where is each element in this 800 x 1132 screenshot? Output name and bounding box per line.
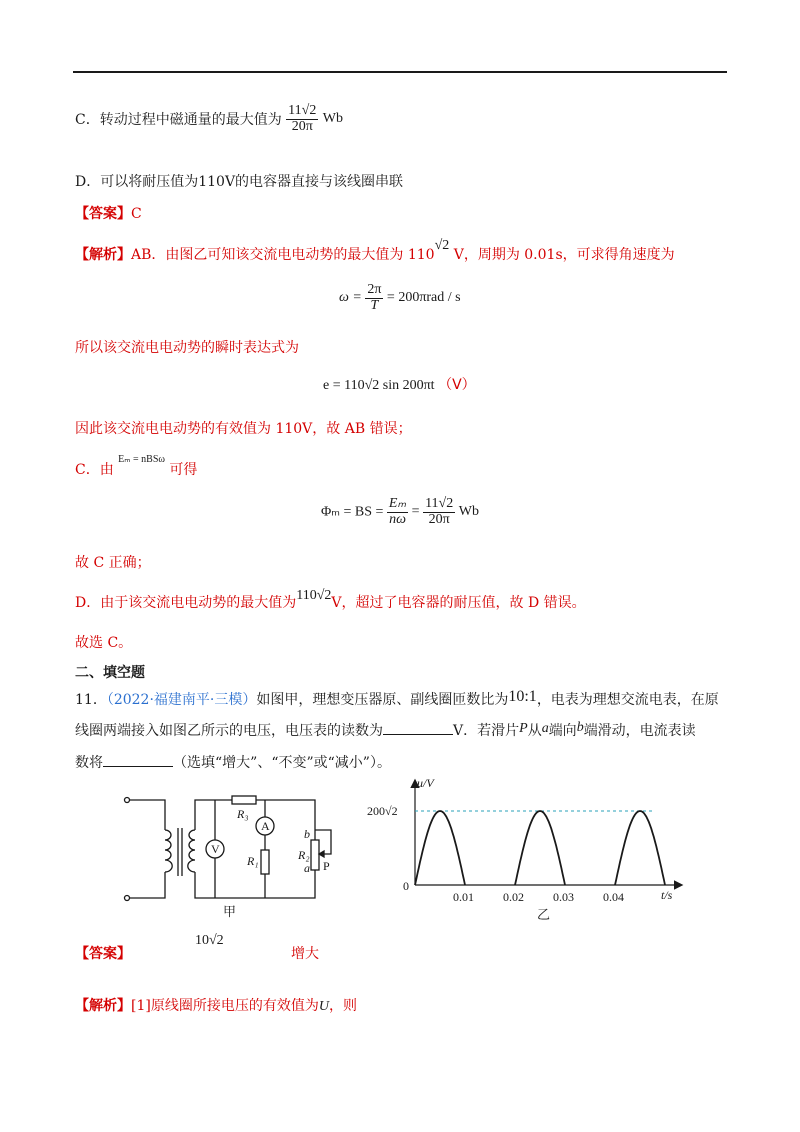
secondary-coil (188, 830, 195, 872)
point-a: a (541, 721, 549, 736)
formula-phi (321, 497, 479, 527)
blank-2[interactable] (103, 754, 173, 767)
circuit-diagram (115, 790, 355, 920)
slider-p: P (519, 721, 528, 736)
analysis-tag: 【解析】 (75, 247, 131, 263)
line-effective: 因此该交流电电动势的有效值为 110V，故 AB 错误； (75, 421, 412, 437)
header-rule (73, 71, 727, 73)
answer-value: C (131, 206, 142, 222)
analysis2-text-b: ，则 (328, 998, 357, 1014)
phi-lhs: Φₘ = BS = (321, 504, 384, 520)
voltage-pulse (615, 811, 665, 885)
analysis-text-a: AB．由图乙可知该交流电电动势的最大值为 110 (131, 247, 435, 263)
phi-eq: = (411, 504, 420, 520)
q11-line2-c: 从 (527, 723, 542, 739)
voltmeter-label: V (211, 842, 220, 856)
q11-line-1 (75, 689, 719, 709)
choice-c-text: C．转动过程中磁通量的最大值为 (75, 112, 282, 129)
rheostat-r2 (311, 840, 319, 870)
r2-label: R₂ (298, 848, 310, 862)
voltage-pulse (515, 811, 565, 885)
terminal-top (125, 798, 130, 803)
b-label: b (304, 827, 310, 841)
line-d-prefix: D．由于该交流电电动势的最大值为 (75, 595, 297, 611)
omega-num: 2π (367, 282, 382, 297)
analysis-2 (75, 995, 357, 1015)
line-d-value: 110√2 (296, 588, 332, 603)
phi-unit: Wb (458, 504, 479, 520)
line-select: 故选 C。 (75, 635, 133, 651)
primary-coil (165, 830, 172, 872)
omega-den: T (370, 297, 379, 313)
analysis-1 (75, 238, 675, 264)
p-label: P (323, 859, 330, 873)
a-label: a (304, 861, 310, 875)
line-c-suffix: 可得 (169, 462, 198, 478)
x-tick-label: 0.02 (503, 890, 524, 904)
q11-source: （2022·福建南平·三模） (106, 692, 257, 708)
line-expression: 所以该交流电电动势的瞬时表达式为 (75, 340, 299, 356)
x-tick-label: 0.01 (453, 890, 474, 904)
origin-label: 0 (403, 879, 409, 893)
line-c-correct: 故 C 正确； (75, 555, 151, 571)
q11-number: 11． (75, 692, 107, 708)
answer-tag: 【答案】 (75, 206, 131, 222)
formula-e (323, 374, 476, 394)
phi-fraction-1 (387, 497, 408, 527)
circuit-caption: 甲 (223, 904, 237, 919)
omega-lhs: ω = (339, 290, 362, 306)
sqrt-two: √2 (434, 238, 450, 253)
resistor-r1 (261, 850, 269, 874)
analysis2-u: U (318, 999, 329, 1014)
answer2-blank2: 增大 (291, 946, 319, 962)
q11-line2-a: 线圈两端接入如图乙所示的电压，电压表的读数为 (75, 723, 383, 739)
q11-line-2 (75, 720, 696, 740)
q11-text-2: ，电表为理想交流电表，在原 (536, 692, 719, 708)
line-d (75, 588, 586, 612)
r3-label: R₃ (237, 807, 249, 821)
omega-rhs: = 200πrad / s (386, 290, 461, 306)
answer2-tag: 【答案】 (75, 946, 131, 962)
slider-arrow-icon (319, 851, 324, 857)
omega-fraction (365, 283, 383, 313)
phi-fraction-2 (423, 497, 455, 527)
terminal-bottom (125, 896, 130, 901)
phi-num2: 11√2 (425, 496, 454, 511)
q11-line-3 (75, 752, 391, 772)
phi-num1: Eₘ (388, 496, 407, 511)
e-unit: （V） (438, 377, 476, 393)
x-tick-label: 0.04 (603, 890, 624, 904)
x-axis-label: t/s (661, 888, 673, 902)
q11-ratio: 10:1 (508, 688, 537, 705)
emf-formula: Eₘ = nBSω (118, 454, 165, 465)
frac-num: 11√2 (288, 103, 317, 118)
graph-caption: 乙 (537, 907, 551, 922)
peak-label: 200√2 (367, 804, 398, 818)
analysis2-text-a: [1]原线圈所接电压的有效值为 (131, 998, 319, 1014)
voltage-graph (365, 775, 695, 925)
analysis-text-b: V，周期为 0.01s，可求得角速度为 (453, 247, 675, 263)
e-expression: e = 110√2 sin 200πt (323, 378, 435, 393)
q11-text-1: 如图甲，理想变压器原、副线圈匝数比为 (256, 692, 509, 708)
answer-1 (75, 203, 142, 223)
x-tick-label: 0.03 (553, 890, 574, 904)
resistor-r3 (232, 796, 256, 804)
phi-den1: nω (389, 511, 406, 527)
q11-line3-a: 数将 (75, 755, 103, 771)
ammeter-label: A (261, 819, 270, 833)
primary-wire-bottom (129, 872, 165, 898)
line-c (75, 454, 198, 479)
q11-line3-b: （选填“增大”、“不变”或“减小”）。 (173, 755, 391, 771)
choice-c (75, 104, 343, 134)
r1-label: R₁ (247, 854, 259, 868)
q11-line2-e: 端滑动，电流表读 (583, 723, 696, 739)
formula-omega (339, 283, 461, 313)
q11-line2-b: V．若滑片 (453, 723, 520, 739)
line-d-suffix: V，超过了电容器的耐压值，故 D 错误。 (331, 595, 586, 611)
answer2-blank1: 10√2 (195, 933, 224, 948)
frac-den: 20π (291, 118, 313, 134)
analysis2-tag: 【解析】 (75, 998, 131, 1014)
y-axis-label: u/V (417, 776, 434, 790)
q11-line2-d: 端向 (548, 723, 577, 739)
secondary-wire-bottom (195, 872, 315, 898)
answer-2 (75, 933, 319, 963)
voltage-pulse (415, 811, 465, 885)
primary-wire-top (129, 800, 165, 830)
line-c-prefix: C．由 (75, 462, 114, 478)
section-heading: 二、填空题 (75, 665, 145, 681)
phi-den2: 20π (428, 511, 450, 527)
point-b: b (576, 720, 584, 735)
choice-d: D．可以将耐压值为110V的电容器直接与该线圈串联 (75, 174, 404, 190)
choice-c-unit: Wb (322, 111, 344, 127)
blank-1[interactable] (383, 722, 453, 735)
choice-c-fraction (286, 104, 318, 134)
